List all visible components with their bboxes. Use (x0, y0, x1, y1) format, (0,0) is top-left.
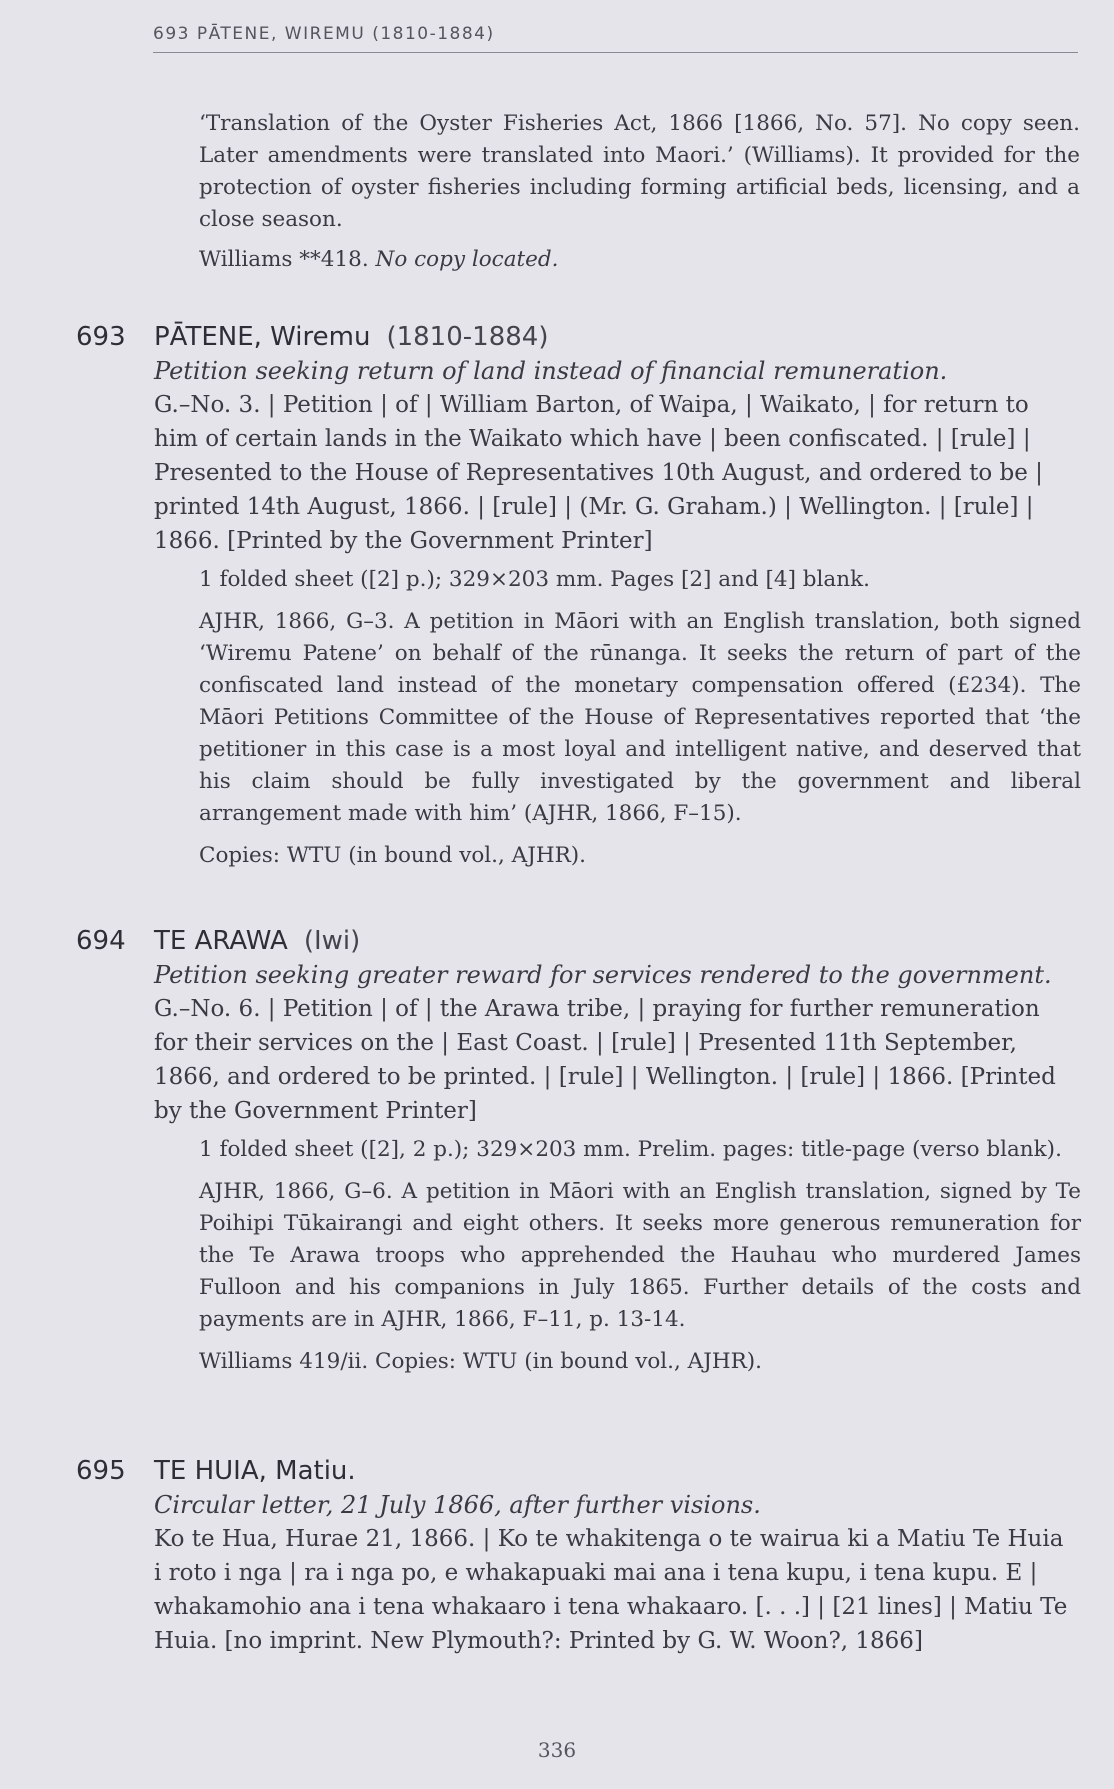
entry-dates: (Iwi) (303, 926, 361, 956)
entry-transcription: G.–No. 3. | Petition | of | William Barton, of Waipa, | Waikato, | for return to him of certain lands in the Waikato which have | been confiscated. | [rule] | Presented to the House of Representatives 10th August, and ordered to be | printed 14th August, 1866. | [rule] | (Mr. G. Graham.) | Wellington. | [rule] | 1866. [Printed by the Government Printer] (154, 392, 1043, 554)
entry-copies: Williams 419/ii. Copies: WTU (in bound vol., AJHR). (199, 1349, 762, 1374)
entry-physical: 1 folded sheet ([2] p.); 329×203 mm. Pages [2] and [4] blank. (199, 567, 870, 592)
entry-heading (0, 320, 1114, 354)
entry-number: 693 (76, 322, 126, 352)
entry-number: 695 (76, 1456, 126, 1486)
prelude-block (199, 108, 1080, 284)
entry-dates: (1810-1884) (386, 322, 549, 352)
entry-description: Circular letter, 21 July 1866, after further visions. (154, 1491, 761, 1519)
entry-name: TE HUIA, Matiu. (154, 1456, 356, 1486)
entry-note: AJHR, 1866, G–3. A petition in Māori with an English translation, both signed ‘Wiremu Patene’ on behalf of the rūnanga. It seeks the return of part of the confiscated land instead of the monetary compensation offered (£234). The Māori Petitions Committee of the House of Representatives reported that ‘the petitioner in this case is a most loyal and intelligent native, and deserved that his claim should be fully investigated by the government and liberal arrangement made with him’ (AJHR, 1866, F–15). (199, 609, 1081, 826)
entry-copies: Copies: WTU (in bound vol., AJHR). (199, 843, 586, 868)
entry-name: TE ARAWA (154, 926, 288, 956)
prelude-ref-note: No copy located. (375, 247, 559, 272)
entry-transcription: Ko te Hua, Hurae 21, 1866. | Ko te whakitenga o te wairua ki a Matiu Te Huia i roto i nga | ra i nga po, e whakapuaki mai ana i tena kupu, i tena kupu. E | whakamohio ana i tena whakaaro i tena whakaaro. [. . .] | [21 lines] | Matiu Te Huia. [no imprint. New Plymouth?: Printed by G. W. Woon?, 1866] (154, 1526, 1068, 1654)
entry-description: Petition seeking return of land instead of financial remuneration. (154, 357, 948, 385)
entry-name: PĀTENE, Wiremu (154, 322, 371, 352)
prelude-note: ‘Translation of the Oyster Fisheries Act, 1866 [1866, No. 57]. No copy seen. Later amendments were translated into Maori.’ (Williams). It provided for the protection of oyster fisheries including forming artificial beds, licensing, and a close season. (199, 111, 1080, 232)
entry-note: AJHR, 1866, G–6. A petition in Māori with an English translation, signed by Te Poihipi Tūkairangi and eight others. It seeks more generous remuneration for the Te Arawa troops who apprehended the Hauhau who murdered James Fulloon and his companions in July 1865. Further details of the costs and payments are in AJHR, 1866, F–11, p. 13-14. (199, 1179, 1081, 1332)
entry-heading (0, 924, 1114, 958)
entry-details (199, 564, 1081, 872)
page-number: 336 (537, 1738, 577, 1762)
prelude-reference (199, 244, 1080, 276)
entry-transcription: G.–No. 6. | Petition | of | the Arawa tribe, | praying for further remuneration for their services on the | East Coast. | [rule] | Presented 11th September, 1866, and ordered to be printed. | [rule] | Wellington. | [rule] | 1866. [Printed by the Government Printer] (154, 996, 1056, 1124)
entry-693 (0, 320, 1114, 882)
prelude-ref: Williams **418. (199, 247, 369, 272)
entry-694 (0, 924, 1114, 1388)
entry-description: Petition seeking greater reward for services rendered to the government. (154, 961, 1052, 989)
entry-physical: 1 folded sheet ([2], 2 p.); 329×203 mm. Prelim. pages: title-page (verso blank). (199, 1137, 1062, 1162)
running-head: 693 PĀTENE, WIREMU (1810-1884) (153, 24, 1078, 53)
entry-number: 694 (76, 926, 126, 956)
entry-heading (0, 1454, 1114, 1488)
entry-695 (0, 1454, 1114, 1658)
entry-details (199, 1134, 1081, 1378)
